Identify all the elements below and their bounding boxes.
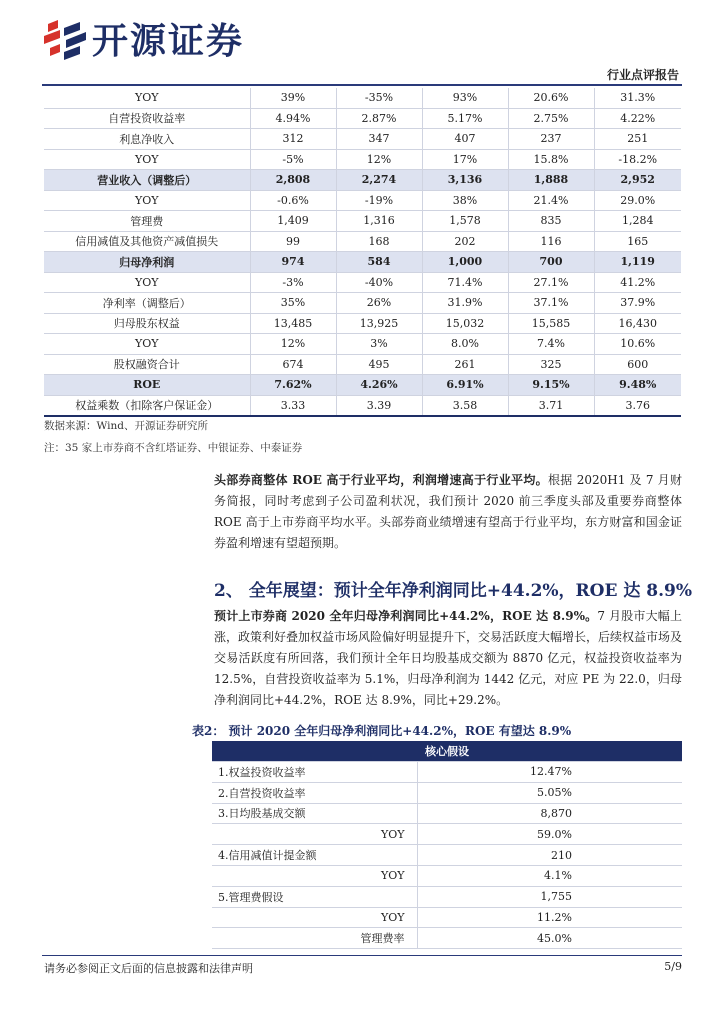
- table-note: 注：35 家上市券商不含红塔证券、中银证券、中泰证券: [44, 442, 303, 454]
- cell-value: 1,284: [594, 211, 681, 232]
- cell-value: 4.26%: [336, 375, 422, 396]
- table-row: [212, 865, 682, 886]
- table-row: [44, 108, 681, 129]
- cell-value: 4.22%: [594, 108, 681, 129]
- cell-value: 2.75%: [508, 108, 594, 129]
- paragraph-body: 根据 2020H1 及 7 月财务简报，同时考虑到子公司盈利状况，我们预计 2020 前三季度头部及重要券商整体 ROE 高于上市券商平均水平。头部券商业绩增速有望高于行业平均，东方财富和国金证券盈利增速有望超预期。: [214, 473, 682, 550]
- cell-value: 3.71: [508, 395, 594, 416]
- row-label: YOY: [44, 149, 250, 170]
- row-label: 净利率（调整后）: [44, 293, 250, 314]
- cell-value: 1,888: [508, 170, 594, 191]
- cell-value: 27.1%: [508, 272, 594, 293]
- cell-value: 325: [508, 354, 594, 375]
- row-label: 管理费: [44, 211, 250, 232]
- cell-value: 38%: [422, 190, 508, 211]
- table-row: [212, 886, 682, 907]
- cell-value: 37.9%: [594, 293, 681, 314]
- cell-value: 347: [336, 129, 422, 150]
- cell-value: 21.4%: [508, 190, 594, 211]
- brand-logo-icon: [42, 18, 88, 66]
- table-row: [44, 313, 681, 334]
- footer-divider: [42, 955, 682, 956]
- cell-value: -5%: [250, 149, 336, 170]
- header-divider: [42, 84, 682, 86]
- assumption-value: 1,755: [417, 886, 682, 907]
- financial-table: [44, 88, 681, 417]
- cell-value: 41.2%: [594, 272, 681, 293]
- assumption-value: 11.2%: [417, 907, 682, 928]
- assumption-label: YOY: [212, 865, 417, 886]
- cell-value: -3%: [250, 272, 336, 293]
- cell-value: 13,925: [336, 313, 422, 334]
- assumption-value: 45.0%: [417, 928, 682, 949]
- cell-value: 7.62%: [250, 375, 336, 396]
- table-row: [212, 824, 682, 845]
- row-label: 信用减值及其他资产减值损失: [44, 231, 250, 252]
- assumption-label: 管理费率: [212, 928, 417, 949]
- assumption-label: YOY: [212, 824, 417, 845]
- table-row: [44, 88, 681, 108]
- cell-value: -40%: [336, 272, 422, 293]
- cell-value: 8.0%: [422, 334, 508, 355]
- cell-value: 312: [250, 129, 336, 150]
- cell-value: 700: [508, 252, 594, 273]
- cell-value: 20.6%: [508, 88, 594, 108]
- cell-value: 1,409: [250, 211, 336, 232]
- cell-value: 9.15%: [508, 375, 594, 396]
- row-label: 营业收入（调整后）: [44, 170, 250, 191]
- cell-value: 1,578: [422, 211, 508, 232]
- assumption-value: 8,870: [417, 803, 682, 824]
- table-row: [212, 762, 682, 783]
- cell-value: 7.4%: [508, 334, 594, 355]
- cell-value: 15,585: [508, 313, 594, 334]
- cell-value: 6.91%: [422, 375, 508, 396]
- cell-value: 31.3%: [594, 88, 681, 108]
- table-header-cell: 核心假设: [212, 741, 682, 762]
- cell-value: 2,274: [336, 170, 422, 191]
- assumption-label: 5.管理费假设: [212, 886, 417, 907]
- assumption-label: 1.权益投资收益率: [212, 762, 417, 783]
- row-label: YOY: [44, 88, 250, 108]
- cell-value: 3,136: [422, 170, 508, 191]
- cell-value: 99: [250, 231, 336, 252]
- cell-value: 3.76: [594, 395, 681, 416]
- row-label: ROE: [44, 375, 250, 396]
- cell-value: 93%: [422, 88, 508, 108]
- cell-value: 26%: [336, 293, 422, 314]
- cell-value: 1,316: [336, 211, 422, 232]
- paragraph-body: 7 月股市大幅上涨，政策利好叠加权益市场风险偏好明显提升下，交易活跃度大幅增长，后续权益市场及交易活跃度有所回落，我们预计全年日均股基成交额为 8870 亿元，权益投资收益率为 12.5%，自营投资收益率为 5.1%，归母净利润为 1442 亿元，对应 PE 为 22.0，归母净利润同比+44.2%，ROE 达 8.9%，同比+29.2%。: [214, 609, 683, 707]
- cell-value: 168: [336, 231, 422, 252]
- cell-value: 2,808: [250, 170, 336, 191]
- cell-value: 600: [594, 354, 681, 375]
- table-caption: 表2： 预计 2020 全年归母净利润同比+44.2%，ROE 有望达 8.9%: [192, 724, 572, 738]
- cell-value: 5.17%: [422, 108, 508, 129]
- cell-value: 39%: [250, 88, 336, 108]
- cell-value: 674: [250, 354, 336, 375]
- cell-value: 165: [594, 231, 681, 252]
- cell-value: 16,430: [594, 313, 681, 334]
- cell-value: 1,119: [594, 252, 681, 273]
- row-label: 归母股东权益: [44, 313, 250, 334]
- cell-value: 4.94%: [250, 108, 336, 129]
- cell-value: 2,952: [594, 170, 681, 191]
- row-label: YOY: [44, 334, 250, 355]
- assumptions-table: [212, 741, 682, 949]
- cell-value: 237: [508, 129, 594, 150]
- cell-value: 3%: [336, 334, 422, 355]
- table-row: [44, 129, 681, 150]
- table-row: [44, 252, 681, 273]
- cell-value: 116: [508, 231, 594, 252]
- cell-value: 3.39: [336, 395, 422, 416]
- cell-value: 12%: [336, 149, 422, 170]
- assumption-label: 2.自营投资收益率: [212, 782, 417, 803]
- row-label: 股权融资合计: [44, 354, 250, 375]
- table-row: [44, 231, 681, 252]
- assumption-label: 3.日均股基成交额: [212, 803, 417, 824]
- assumption-label: 4.信用减值计提金额: [212, 845, 417, 866]
- table-row: [44, 354, 681, 375]
- table-row: [44, 293, 681, 314]
- table-row: [44, 190, 681, 211]
- row-label: YOY: [44, 272, 250, 293]
- table-row: [212, 782, 682, 803]
- cell-value: -19%: [336, 190, 422, 211]
- page-header: [0, 0, 724, 90]
- table-row: [44, 211, 681, 232]
- cell-value: 9.48%: [594, 375, 681, 396]
- table-source: 数据来源：Wind、开源证券研究所: [44, 420, 208, 432]
- row-label: 自营投资收益率: [44, 108, 250, 129]
- cell-value: 10.6%: [594, 334, 681, 355]
- cell-value: 495: [336, 354, 422, 375]
- document-type: 行业点评报告: [606, 68, 679, 82]
- cell-value: 251: [594, 129, 681, 150]
- paragraph-lead: 预计上市券商 2020 全年归母净利润同比+44.2%，ROE 达 8.9%。: [214, 609, 598, 623]
- row-label: 归母净利润: [44, 252, 250, 273]
- table-header-row: [212, 741, 682, 762]
- cell-value: -0.6%: [250, 190, 336, 211]
- cell-value: -35%: [336, 88, 422, 108]
- row-label: YOY: [44, 190, 250, 211]
- cell-value: 15,032: [422, 313, 508, 334]
- cell-value: 584: [336, 252, 422, 273]
- assumption-value: 5.05%: [417, 782, 682, 803]
- cell-value: 17%: [422, 149, 508, 170]
- table-row: [44, 375, 681, 396]
- section-title: 2、 全年展望：预计全年净利润同比+44.2%，ROE 达 8.9%: [214, 581, 693, 601]
- cell-value: 407: [422, 129, 508, 150]
- brand-name: 开源证券: [92, 21, 245, 62]
- table-row: [212, 845, 682, 866]
- cell-value: 29.0%: [594, 190, 681, 211]
- table-row: [44, 334, 681, 355]
- table-row: [212, 928, 682, 949]
- cell-value: 15.8%: [508, 149, 594, 170]
- table-row: [44, 395, 681, 416]
- assumption-value: 210: [417, 845, 682, 866]
- cell-value: 2.87%: [336, 108, 422, 129]
- row-label: 权益乘数（扣除客户保证金）: [44, 395, 250, 416]
- table-row: [44, 272, 681, 293]
- cell-value: 261: [422, 354, 508, 375]
- assumption-label: YOY: [212, 907, 417, 928]
- cell-value: 202: [422, 231, 508, 252]
- table-row: [44, 149, 681, 170]
- paragraph-head-brokers: [214, 470, 682, 554]
- cell-value: -18.2%: [594, 149, 681, 170]
- row-label: 利息净收入: [44, 129, 250, 150]
- assumption-value: 12.47%: [417, 762, 682, 783]
- cell-value: 1,000: [422, 252, 508, 273]
- cell-value: 3.33: [250, 395, 336, 416]
- cell-value: 35%: [250, 293, 336, 314]
- cell-value: 12%: [250, 334, 336, 355]
- cell-value: 37.1%: [508, 293, 594, 314]
- cell-value: 13,485: [250, 313, 336, 334]
- cell-value: 3.58: [422, 395, 508, 416]
- cell-value: 31.9%: [422, 293, 508, 314]
- footer-disclaimer: 请务必参阅正文后面的信息披露和法律声明: [44, 962, 253, 975]
- assumption-value: 4.1%: [417, 865, 682, 886]
- assumption-value: 59.0%: [417, 824, 682, 845]
- cell-value: 974: [250, 252, 336, 273]
- cell-value: 835: [508, 211, 594, 232]
- table-row: [212, 907, 682, 928]
- table-row: [212, 803, 682, 824]
- cell-value: 71.4%: [422, 272, 508, 293]
- table-row: [44, 170, 681, 191]
- paragraph-lead: 头部券商整体 ROE 高于行业平均，利润增速高于行业平均。: [214, 473, 548, 487]
- paragraph-full-year: [214, 606, 682, 711]
- page-number: 5/9: [664, 960, 682, 973]
